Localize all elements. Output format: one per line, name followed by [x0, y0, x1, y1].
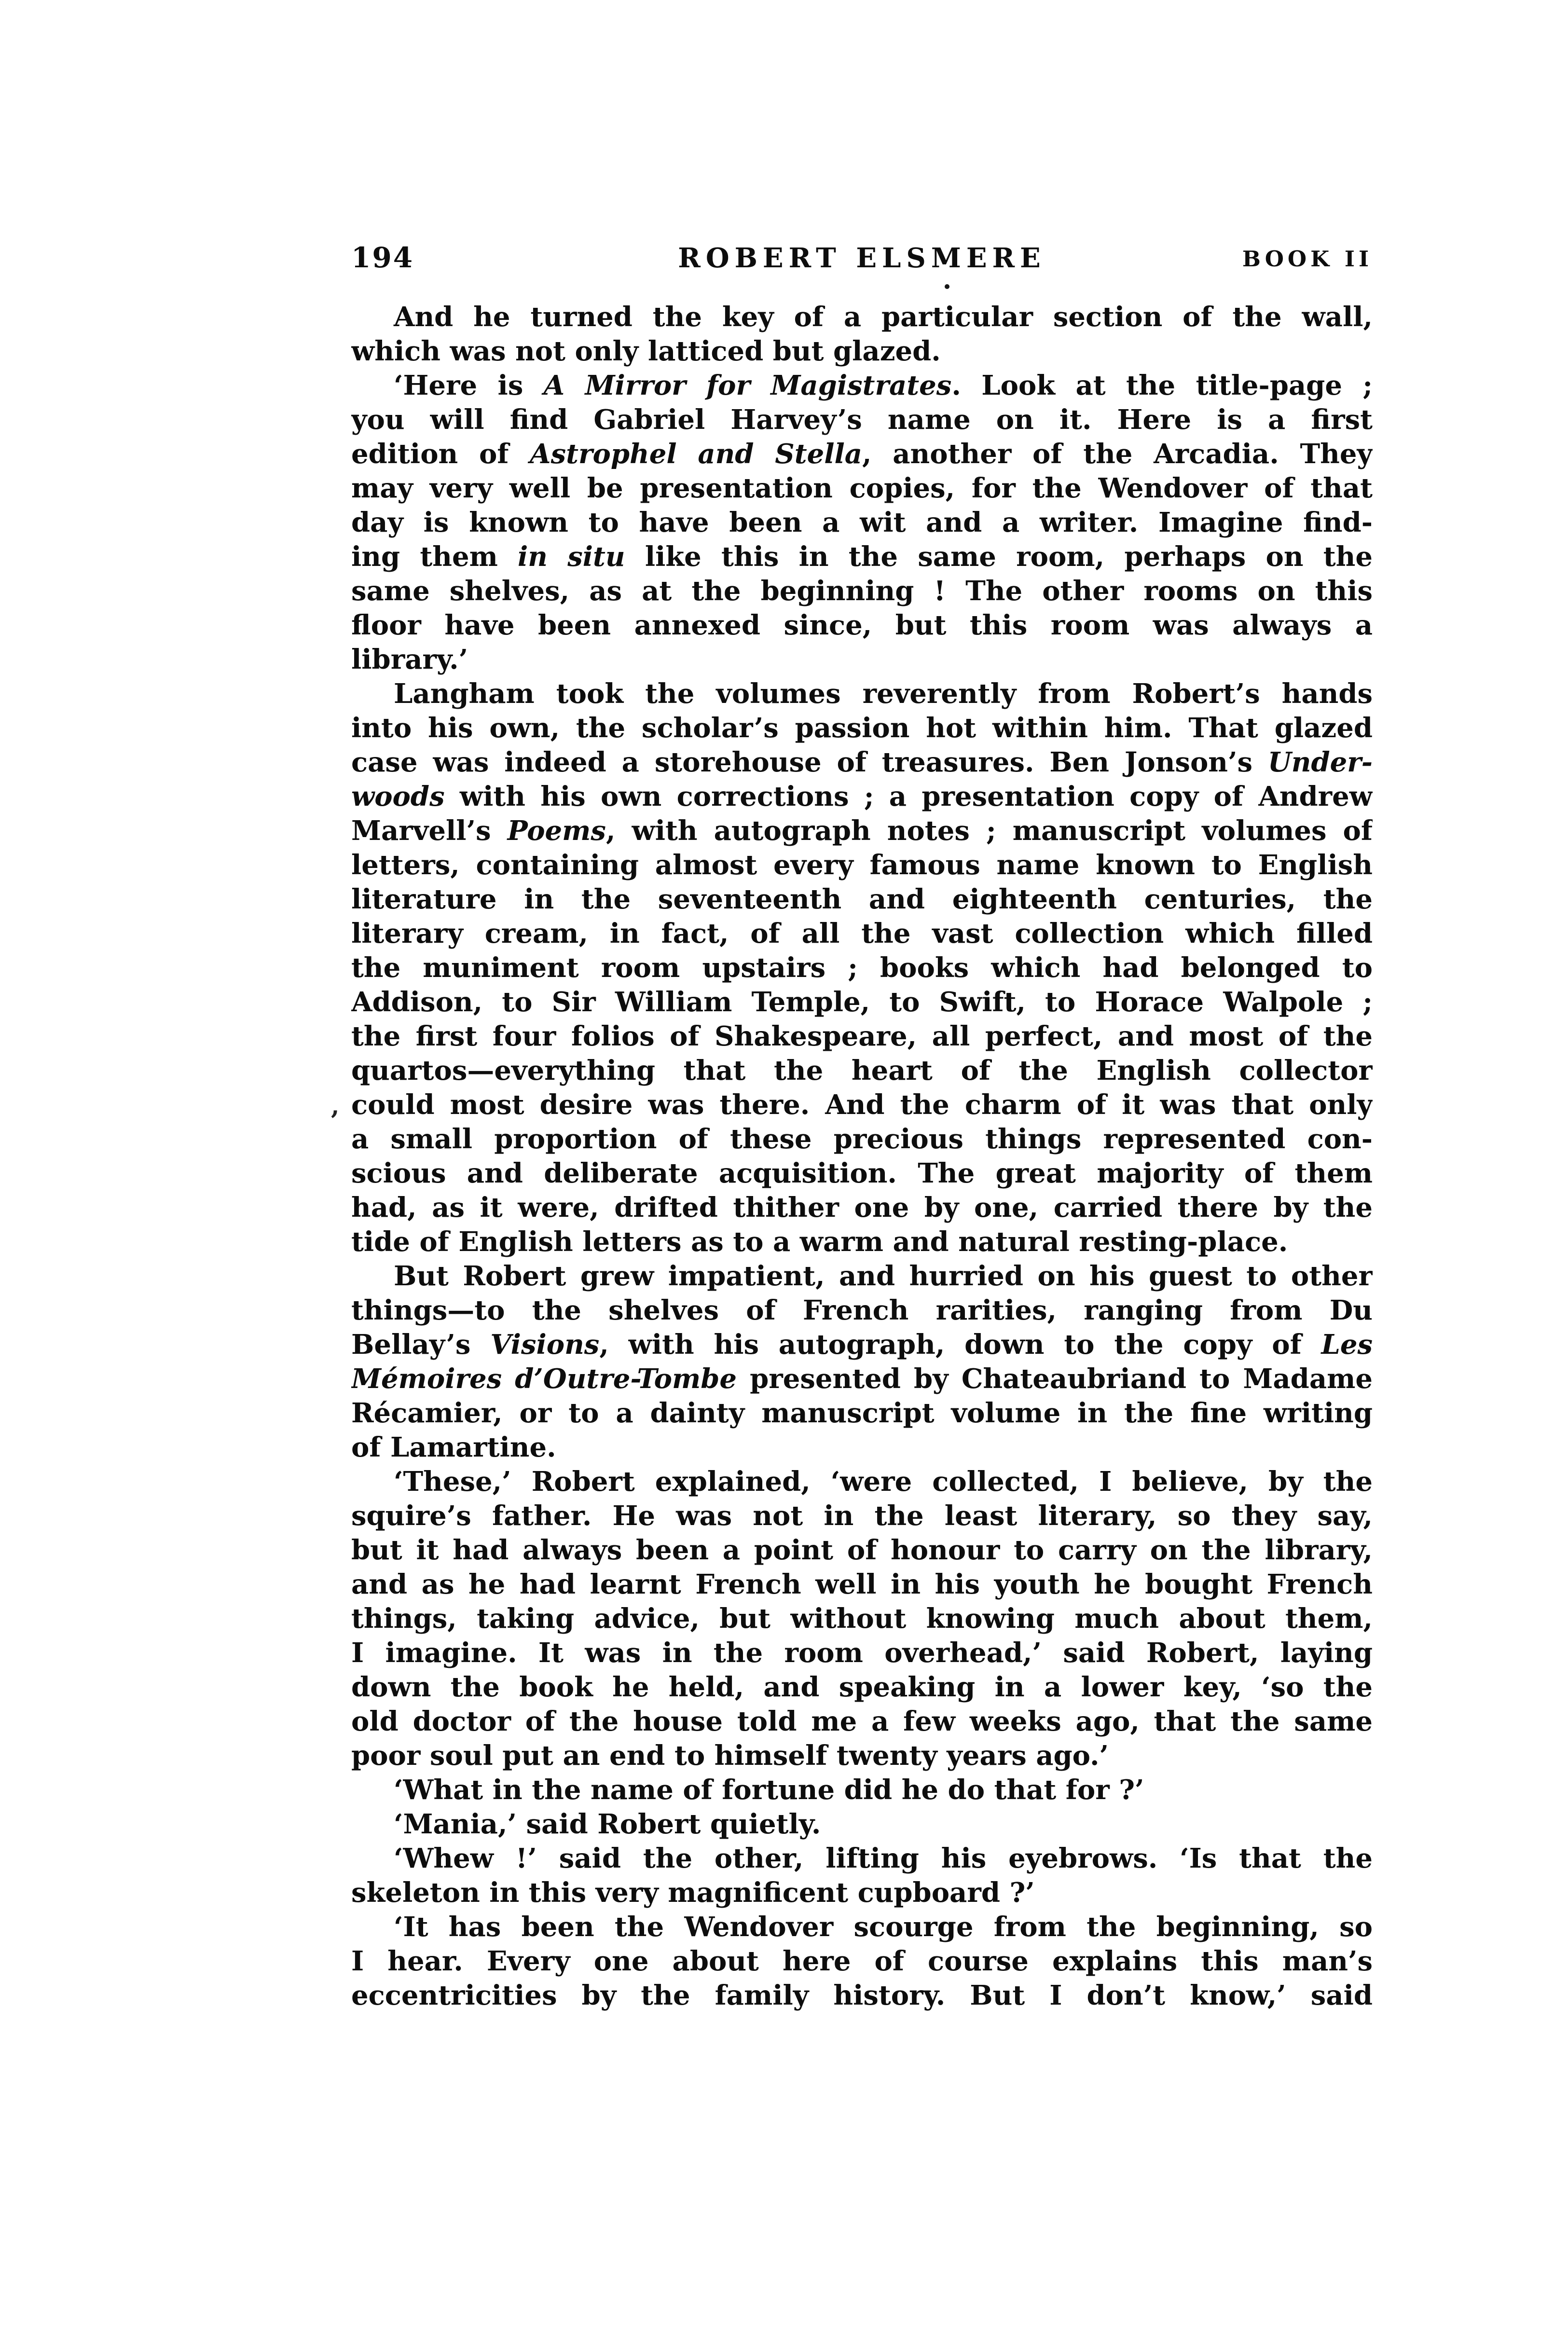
body-text: presented by Chateaubriand to Madame	[737, 1363, 1373, 1395]
body-text: ‘These,’ Robert explained, ‘were collected, I believe, by the	[394, 1466, 1373, 1498]
text-line	[351, 814, 1373, 848]
italic-text: Poems	[507, 815, 606, 847]
body-text: But Robert grew impatient, and hurried on his guest to other	[394, 1260, 1373, 1292]
body-text: the muniment room upstairs ; books which had belonged to	[351, 952, 1373, 984]
body-text: ‘It has been the Wendover scourge from the beginning, so	[394, 1911, 1373, 1943]
text-line	[351, 1156, 1373, 1191]
text-line	[351, 1054, 1373, 1088]
text-line	[351, 540, 1373, 574]
text-line	[351, 917, 1373, 951]
text-line	[351, 745, 1373, 780]
body-text: a small proportion of these precious things represented con-	[351, 1123, 1373, 1155]
text-line	[351, 1396, 1373, 1430]
italic-text: Visions	[490, 1329, 600, 1361]
body-text: edition of	[351, 438, 530, 470]
body-text: into his own, the scholar’s passion hot within him. That glazed	[351, 712, 1373, 744]
text-line	[351, 1225, 1373, 1259]
body-text: quartos—everything that the heart of the English collector	[351, 1055, 1373, 1087]
text-line	[351, 1602, 1373, 1636]
text-line	[351, 643, 1373, 677]
body-text: Marvell’s	[351, 815, 508, 847]
body-text: day is known to have been a wit and a writer. Imagine find-	[351, 507, 1373, 538]
text-line	[351, 1088, 1373, 1122]
body-text: the first four folios of Shakespeare, all perfect, and most of the	[351, 1020, 1373, 1052]
body-text: things—to the shelves of French rarities, ranging from Du	[351, 1294, 1373, 1326]
text-line	[351, 1191, 1373, 1225]
body-text: old doctor of the house told me a few weeks ago, that the same	[351, 1706, 1373, 1737]
text-line	[351, 506, 1373, 540]
body-text: , with his autograph, down to the copy of	[599, 1329, 1321, 1361]
body-text: , another of the Arcadia. They	[862, 438, 1373, 470]
text-line	[351, 1842, 1373, 1876]
ink-dot-artifact	[945, 284, 949, 289]
text-line	[351, 1533, 1373, 1568]
text-line	[351, 1807, 1373, 1842]
body-text: but it had always been a point of honour to carry on the library,	[351, 1534, 1373, 1566]
text-line	[351, 711, 1373, 745]
body-text: floor have been annexed since, but this room was always a	[351, 609, 1373, 641]
text-line	[351, 437, 1373, 471]
body-text: down the book he held, and speaking in a lower key, ‘so the	[351, 1671, 1373, 1703]
italic-text: Astrophel and Stella	[530, 438, 863, 470]
body-text: may very well be presentation copies, for the Wendover of that	[351, 472, 1373, 504]
text-line	[351, 300, 1373, 334]
text-line	[351, 677, 1373, 711]
text-line	[351, 1122, 1373, 1156]
text-line	[351, 1944, 1373, 1979]
text-line	[351, 369, 1373, 403]
italic-text: in situ	[518, 541, 625, 573]
body-text: skeleton in this very magnificent cupboard ?’	[351, 1877, 1035, 1909]
body-text: and as he had learnt French well in his youth he bought French	[351, 1568, 1373, 1600]
text-line	[351, 985, 1373, 1019]
page-body	[351, 300, 1373, 2013]
body-text: I hear. Every one about here of course explains this man’s	[351, 1945, 1373, 1977]
margin-mark-artifact: ,	[331, 1091, 340, 1120]
body-text: ‘Here is	[394, 370, 544, 401]
body-text: ing them	[351, 541, 518, 573]
body-text: poor soul put an end to himself twenty years ago.’	[351, 1740, 1109, 1772]
italic-text: Mémoires d’Outre-Tombe	[351, 1363, 737, 1395]
italic-text: Under-	[1267, 746, 1373, 778]
text-line	[351, 403, 1373, 437]
body-text: with his own corrections ; a presentation copy of Andrew	[444, 781, 1373, 812]
body-text: could most desire was there. And the charm of it was that only	[351, 1089, 1373, 1121]
text-line	[351, 574, 1373, 608]
text-line	[351, 951, 1373, 985]
body-text: had, as it were, drifted thither one by one, carried there by the	[351, 1192, 1373, 1224]
body-text: And he turned the key of a particular section of the wall,	[394, 301, 1373, 333]
text-line	[351, 1499, 1373, 1533]
text-line	[351, 1670, 1373, 1705]
text-line	[351, 1293, 1373, 1328]
body-text: library.’	[351, 644, 468, 675]
body-text: letters, containing almost every famous name known to English	[351, 849, 1373, 881]
body-text: . Look at the title-page ;	[951, 370, 1373, 401]
body-text: I imagine. It was in the room overhead,’ said Robert, laying	[351, 1637, 1373, 1669]
text-line	[351, 1259, 1373, 1293]
body-text: Addison, to Sir William Temple, to Swift, to Horace Walpole ;	[351, 986, 1373, 1018]
text-line	[351, 1705, 1373, 1739]
page-number: 194	[351, 241, 414, 274]
running-header	[351, 237, 1373, 274]
body-text: case was indeed a storehouse of treasures. Ben Jonson’s	[351, 746, 1268, 778]
text-line	[351, 608, 1373, 643]
text-line	[351, 1773, 1373, 1807]
text-line	[351, 471, 1373, 506]
text-line	[351, 780, 1373, 814]
text-line	[351, 1019, 1373, 1054]
body-text: of Lamartine.	[351, 1431, 556, 1463]
text-line	[351, 1328, 1373, 1362]
italic-text: Les	[1321, 1329, 1373, 1361]
text-line	[351, 334, 1373, 369]
text-line	[351, 882, 1373, 917]
body-text: things, taking advice, but without knowing much about them,	[351, 1603, 1373, 1635]
text-line	[351, 1876, 1373, 1910]
text-line	[351, 1910, 1373, 1944]
body-text: like this in the same room, perhaps on the	[625, 541, 1373, 573]
body-text: literature in the seventeenth and eighteenth centuries, the	[351, 883, 1373, 915]
running-title: ROBERT ELSMERE	[678, 242, 1046, 274]
body-text: scious and deliberate acquisition. The great majority of them	[351, 1157, 1373, 1189]
body-text: literary cream, in fact, of all the vast collection which filled	[351, 918, 1373, 949]
body-text: same shelves, as at the beginning ! The other rooms on this	[351, 575, 1373, 607]
body-text: Récamier, or to a dainty manuscript volume in the fine writing	[351, 1397, 1373, 1429]
text-line	[351, 1979, 1373, 2013]
text-line	[351, 1465, 1373, 1499]
italic-text: A Mirror for Magistrates	[543, 370, 952, 401]
body-text: ‘What in the name of fortune did he do that for ?’	[394, 1774, 1144, 1806]
text-line	[351, 1430, 1373, 1465]
italic-text: woods	[351, 781, 445, 812]
body-text: squire’s father. He was not in the least literary, so they say,	[351, 1500, 1373, 1532]
book-section-label: BOOK II	[1242, 246, 1373, 272]
body-text: ‘Whew !’ said the other, lifting his eyebrows. ‘Is that the	[394, 1843, 1373, 1874]
body-text: tide of English letters as to a warm and natural resting-place.	[351, 1226, 1288, 1258]
body-text: eccentricities by the family history. But I don’t know,’ said	[351, 1980, 1373, 2011]
body-text: Bellay’s	[351, 1329, 491, 1361]
body-text: which was not only latticed but glazed.	[351, 335, 941, 367]
body-text: ‘Mania,’ said Robert quietly.	[394, 1808, 821, 1840]
text-line	[351, 1362, 1373, 1396]
text-line	[351, 1739, 1373, 1773]
body-text: Langham took the volumes reverently from Robert’s hands	[394, 678, 1373, 710]
body-text: you will find Gabriel Harvey’s name on it. Here is a first	[351, 404, 1373, 436]
text-line	[351, 1636, 1373, 1670]
text-line	[351, 848, 1373, 882]
body-text: , with autograph notes ; manuscript volumes of	[605, 815, 1373, 847]
text-line	[351, 1568, 1373, 1602]
